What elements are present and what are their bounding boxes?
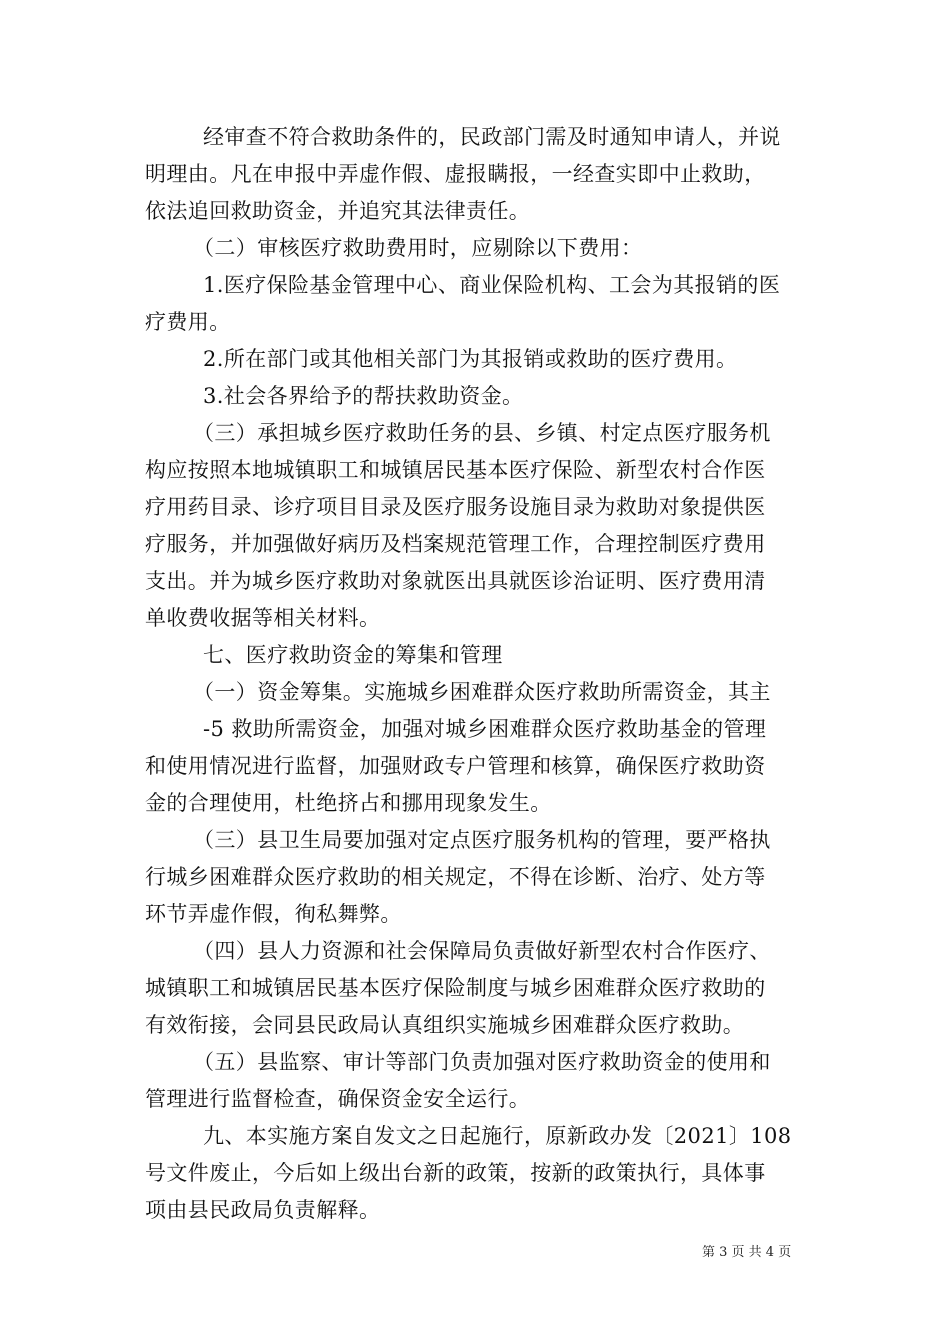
section-heading: （三）县卫生局要加强对定点医疗服务机构的管理，要严格执 bbox=[193, 828, 771, 852]
list-item: 1.医疗保险基金管理中心、商业保险机构、工会为其报销的医 bbox=[203, 273, 781, 297]
body-text-line: 经审查不符合救助条件的，民政部门需及时通知申请人，并说 bbox=[203, 125, 781, 149]
body-text-line: 项由县民政局负责解释。 bbox=[145, 1198, 381, 1222]
body-text-line: 管理进行监督检查，确保资金安全运行。 bbox=[145, 1087, 531, 1111]
body-text-line: 疗费用。 bbox=[145, 310, 231, 334]
body-text-line: 疗服务，并加强做好病历及档案规范管理工作，合理控制医疗费用 bbox=[145, 532, 766, 556]
body-text-line: 明理由。凡在申报中弄虚作假、虚报瞒报，一经查实即中止救助， bbox=[145, 162, 766, 186]
section-heading: （五）县监察、审计等部门负责加强对医疗救助资金的使用和 bbox=[193, 1050, 771, 1074]
body-text-line: 金的合理使用，杜绝挤占和挪用现象发生。 bbox=[145, 791, 552, 815]
section-heading: （四）县人力资源和社会保障局负责做好新型农村合作医疗、 bbox=[193, 939, 771, 963]
chapter-heading: 七、医疗救助资金的筹集和管理 bbox=[203, 643, 503, 667]
body-text-line: 城镇职工和城镇居民基本医疗保险制度与城乡困难群众医疗救助的 bbox=[145, 976, 766, 1000]
body-text-line: 依法追回救助资金，并追究其法律责任。 bbox=[145, 199, 531, 223]
body-text-line: 号文件废止，今后如上级出台新的政策，按新的政策执行，具体事 bbox=[145, 1161, 766, 1185]
body-text-line: 行城乡困难群众医疗救助的相关规定，不得在诊断、治疗、处方等 bbox=[145, 865, 766, 889]
body-text-line: 环节弄虚作假，徇私舞弊。 bbox=[145, 902, 402, 926]
body-text-line: -5 救助所需资金，加强对城乡困难群众医疗救助基金的管理 bbox=[203, 717, 767, 741]
section-heading: （二）审核医疗救助费用时，应剔除以下费用： bbox=[193, 236, 643, 260]
list-item: 2.所在部门或其他相关部门为其报销或救助的医疗费用。 bbox=[203, 347, 738, 371]
body-text-line: 支出。并为城乡医疗救助对象就医出具就医诊治证明、医疗费用清 bbox=[145, 569, 766, 593]
section-heading: （一）资金筹集。实施城乡困难群众医疗救助所需资金，其主 bbox=[193, 680, 771, 704]
body-text-line: 构应按照本地城镇职工和城镇居民基本医疗保险、新型农村合作医 bbox=[145, 458, 766, 482]
section-heading: （三）承担城乡医疗救助任务的县、乡镇、村定点医疗服务机 bbox=[193, 421, 771, 445]
page-number: 第 3 页 共 4 页 bbox=[702, 1245, 792, 1260]
body-text-line: 单收费收据等相关材料。 bbox=[145, 606, 381, 630]
body-text-line: 疗用药目录、诊疗项目目录及医疗服务设施目录为救助对象提供医 bbox=[145, 495, 766, 519]
list-item: 3.社会各界给予的帮扶救助资金。 bbox=[203, 384, 524, 408]
chapter-heading: 九、本实施方案自发文之日起施行，原新政办发〔2021〕108 bbox=[203, 1124, 792, 1148]
body-text-line: 有效衔接，会同县民政局认真组织实施城乡困难群众医疗救助。 bbox=[145, 1013, 745, 1037]
body-text-line: 和使用情况进行监督，加强财政专户管理和核算，确保医疗救助资 bbox=[145, 754, 766, 778]
